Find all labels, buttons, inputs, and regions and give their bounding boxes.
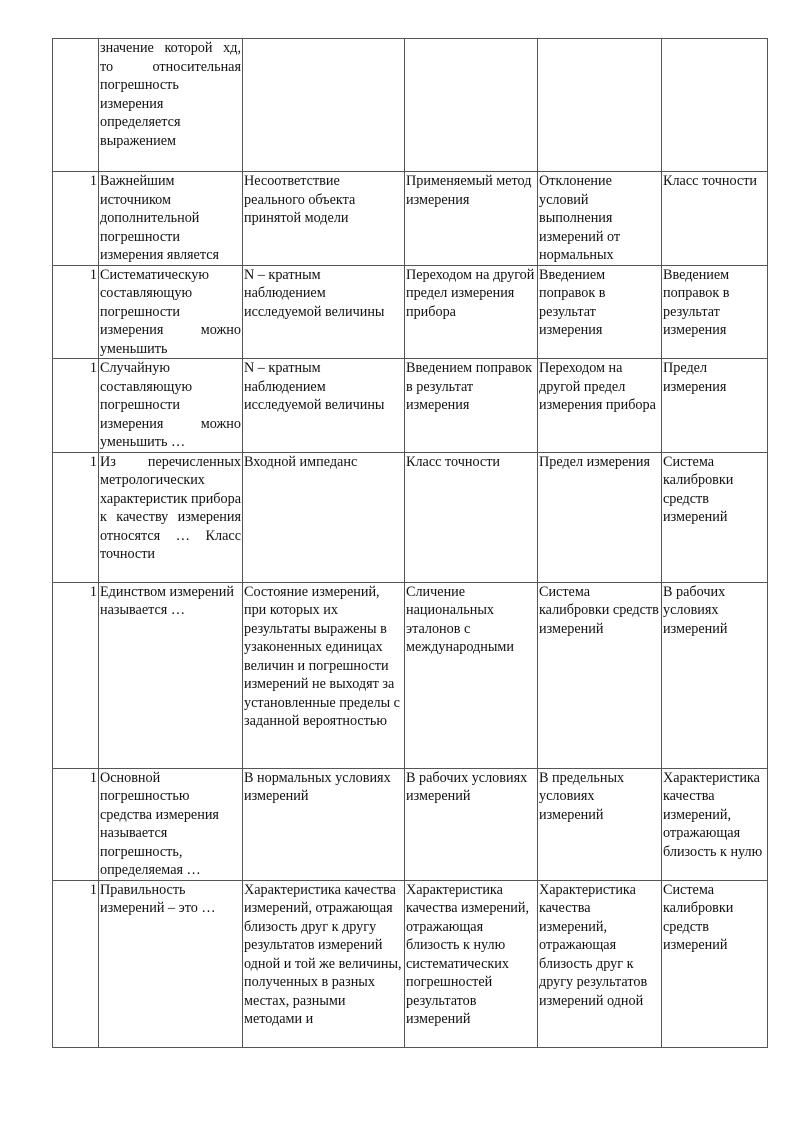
row-number [53, 39, 99, 172]
answer-cell-2: Характеристика качества измерений, отражающая близость к нулю систематических погрешностей результатов измерений [405, 880, 538, 1047]
row-number: 1 [53, 172, 99, 266]
row-number: 1 [53, 359, 99, 453]
table-row [53, 172, 768, 266]
answer-cell-1: N – кратным наблюдением исследуемой величины [243, 359, 405, 453]
answer-cell-1: N – кратным наблюдением исследуемой величины [243, 265, 405, 359]
question-cell: Основной погрешностью средства измерения называется погрешность, определяемая … [99, 768, 243, 880]
row-number: 1 [53, 582, 99, 768]
question-cell: Случайную составляющую погрешности измерения можно уменьшить … [100, 360, 241, 450]
question-cell: Единством измерений называется … [99, 582, 243, 768]
answer-cell-3: Предел измерения [538, 452, 662, 582]
answer-cell-2: Введением поправок в результат измерения [405, 359, 538, 453]
answer-cell-4 [662, 39, 768, 172]
answer-cell-3: Введением поправок в результат измерения [538, 265, 662, 359]
question-cell: Правильность измерений – это … [99, 880, 243, 1047]
table-row [53, 39, 768, 172]
answer-cell-1: Несоответствие реального объекта принятой модели [243, 172, 405, 266]
table-row [53, 880, 768, 1047]
table-row [53, 582, 768, 768]
answer-cell-3: Система калибровки средств измерений [538, 582, 662, 768]
answer-cell-4: В рабочих условиях измерений [662, 582, 768, 768]
answer-cell-1: В нормальных условиях измерений [243, 768, 405, 880]
question-cell: значение которой хд, то относительная погрешность измерения определяется выражением [99, 39, 243, 172]
answer-cell-1 [243, 39, 405, 172]
answer-cell-4: Предел измерения [662, 359, 768, 453]
answer-cell-2: Переходом на другой предел измерения прибора [405, 265, 538, 359]
answer-cell-2: Класс точности [405, 452, 538, 582]
question-cell: Систематическую составляющую погрешности измерения можно уменьшить [100, 266, 241, 357]
table-row [53, 768, 768, 880]
questions-table [52, 38, 768, 1048]
answer-cell-2: Сличение национальных эталонов с международными [405, 582, 538, 768]
answer-cell-1: Входной импеданс [243, 452, 405, 582]
row-number: 1 [53, 265, 99, 359]
answer-cell-4: Система калибровки средств измерений [662, 452, 768, 582]
answer-cell-2: Применяемый метод измерения [405, 172, 538, 266]
question-cell: Важнейшим источником дополнительной погрешности измерения является [99, 172, 243, 266]
answer-cell-4: Класс точности [662, 172, 768, 266]
answer-cell-4: Система калибровки средств измерений [662, 880, 768, 1047]
answer-cell-3: Переходом на другой предел измерения прибора [538, 359, 662, 453]
table-row [53, 359, 768, 453]
answer-cell-3: Характеристика качества измерений, отражающая близость друг к другу результатов измерений одной [538, 880, 662, 1047]
answer-cell-3 [538, 39, 662, 172]
row-number: 1 [53, 768, 99, 880]
table-row [53, 452, 768, 582]
table-row [53, 265, 768, 359]
answer-cell-4: Характеристика качества измерений, отражающая близость к нулю [662, 768, 768, 880]
answer-cell-1: Состояние измерений, при которых их результаты выражены в узаконенных единицах величин и погрешности измерений не выходят за установленные пределы с заданной вероятностью [243, 582, 405, 768]
answer-cell-3: В предельных условиях измерений [538, 768, 662, 880]
answer-cell-2 [405, 39, 538, 172]
answer-cell-2: В рабочих условиях измерений [405, 768, 538, 880]
answer-cell-3: Отклонение условий выполнения измерений от нормальных [538, 172, 662, 266]
question-cell: Из перечисленных метрологических характеристик прибора к качеству измерения относятся … Класс точности [99, 452, 243, 582]
answer-cell-1: Характеристика качества измерений, отражающая близость друг к другу результатов измерений одной и той же величины, полученных в разных местах, разными методами и [243, 880, 405, 1047]
answer-cell-4: Введением поправок в результат измерения [662, 265, 768, 359]
row-number: 1 [53, 452, 99, 582]
row-number: 1 [53, 880, 99, 1047]
